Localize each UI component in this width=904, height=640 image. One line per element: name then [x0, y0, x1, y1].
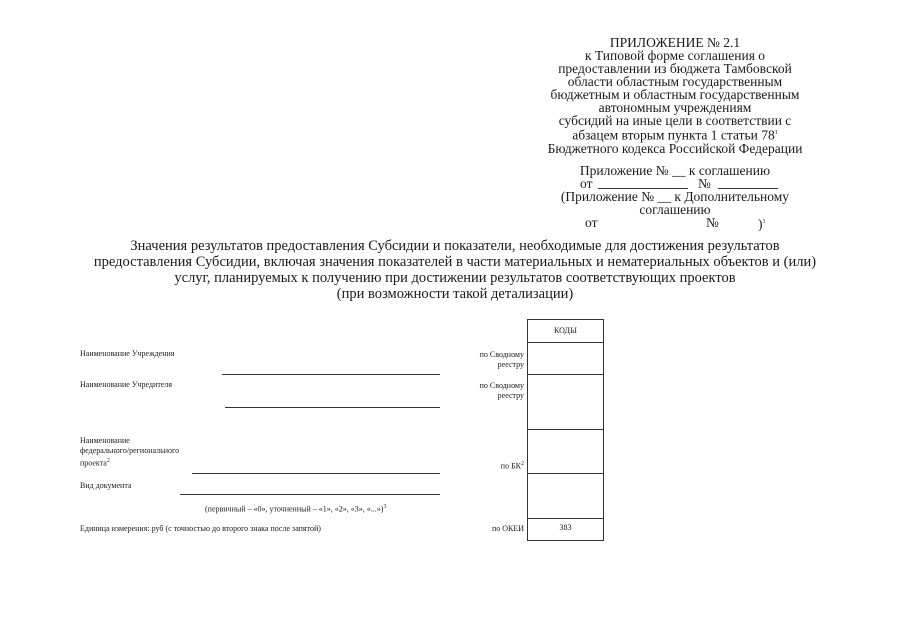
- appendix-line: автономным учреждениям: [598, 100, 752, 115]
- doc-type-field-line[interactable]: [180, 494, 440, 495]
- agreement-reference: [530, 164, 820, 230]
- registry-label: по Сводному реестру: [479, 381, 524, 400]
- unit-label: Единица измерения: руб (с точностью до второго знака после запятой): [80, 524, 321, 533]
- project-label: Наименование федерального/регионального проекта$^2$: [80, 436, 180, 468]
- okei-code-cell: 383: [528, 518, 603, 541]
- doc-type-code-cell[interactable]: [528, 473, 603, 519]
- appendix-line: абзацем вторым пункта 1 статьи $78^1$: [572, 127, 778, 143]
- codes-header: КОДЫ: [554, 326, 577, 335]
- agreement-line: соглашению: [639, 202, 711, 217]
- registry-code-cell[interactable]: [528, 374, 603, 430]
- agreement-line: Приложение № __ к соглашению: [579, 163, 771, 178]
- bk-label: по $БК^2$: [500, 461, 524, 471]
- founder-field-line[interactable]: [225, 407, 440, 408]
- appendix-header: [530, 36, 820, 155]
- institution-field-line[interactable]: [222, 374, 440, 375]
- registry-code-cell[interactable]: [528, 342, 603, 375]
- appendix-line: Бюджетного кодекса Российской Федерации: [547, 140, 803, 156]
- appendix-line: предоставлении из бюджета Тамбовской: [558, 61, 792, 76]
- appendix-line: субсидий на иные цели в соответствии с: [558, 113, 792, 128]
- registry-label: по Сводному реестру: [479, 350, 524, 369]
- agreement-date-line: от №: [530, 177, 820, 190]
- appendix-line: области областным государственным: [567, 74, 783, 89]
- agreement-line: (Приложение № __ к Дополнительному: [560, 189, 790, 204]
- codes-table: [527, 319, 604, 541]
- founder-label: Наименование Учредителя: [80, 380, 173, 389]
- appendix-line: к Типовой форме соглашения о: [584, 48, 766, 63]
- appendix-line: бюджетным и областным государственным: [550, 87, 800, 102]
- project-field-line[interactable]: [192, 473, 440, 474]
- document-title: Значения результатов предоставления Субсидии и показатели, необходимые для достижения результатов предоставления Субсидии, включая значения показателей в части материальных и нематериальных объектов и (или) услуг, планируемых к получению при достижении результатов соответствующих проектов (при возможности такой детализации): [93, 238, 817, 302]
- agreement-date-line: от № )$^1$: [585, 215, 766, 232]
- doc-type-label: Вид документа: [80, 481, 132, 490]
- doc-type-hint: (первичный – «0», уточненный – «1», «2», «3», «...»)$^3$: [205, 504, 387, 514]
- appendix-number: ПРИЛОЖЕНИЕ № 2.1: [609, 35, 741, 50]
- okei-label: по ОКЕИ: [491, 524, 524, 533]
- bk-code-cell[interactable]: [528, 429, 603, 474]
- institution-label: Наименование Учреждения: [80, 349, 175, 358]
